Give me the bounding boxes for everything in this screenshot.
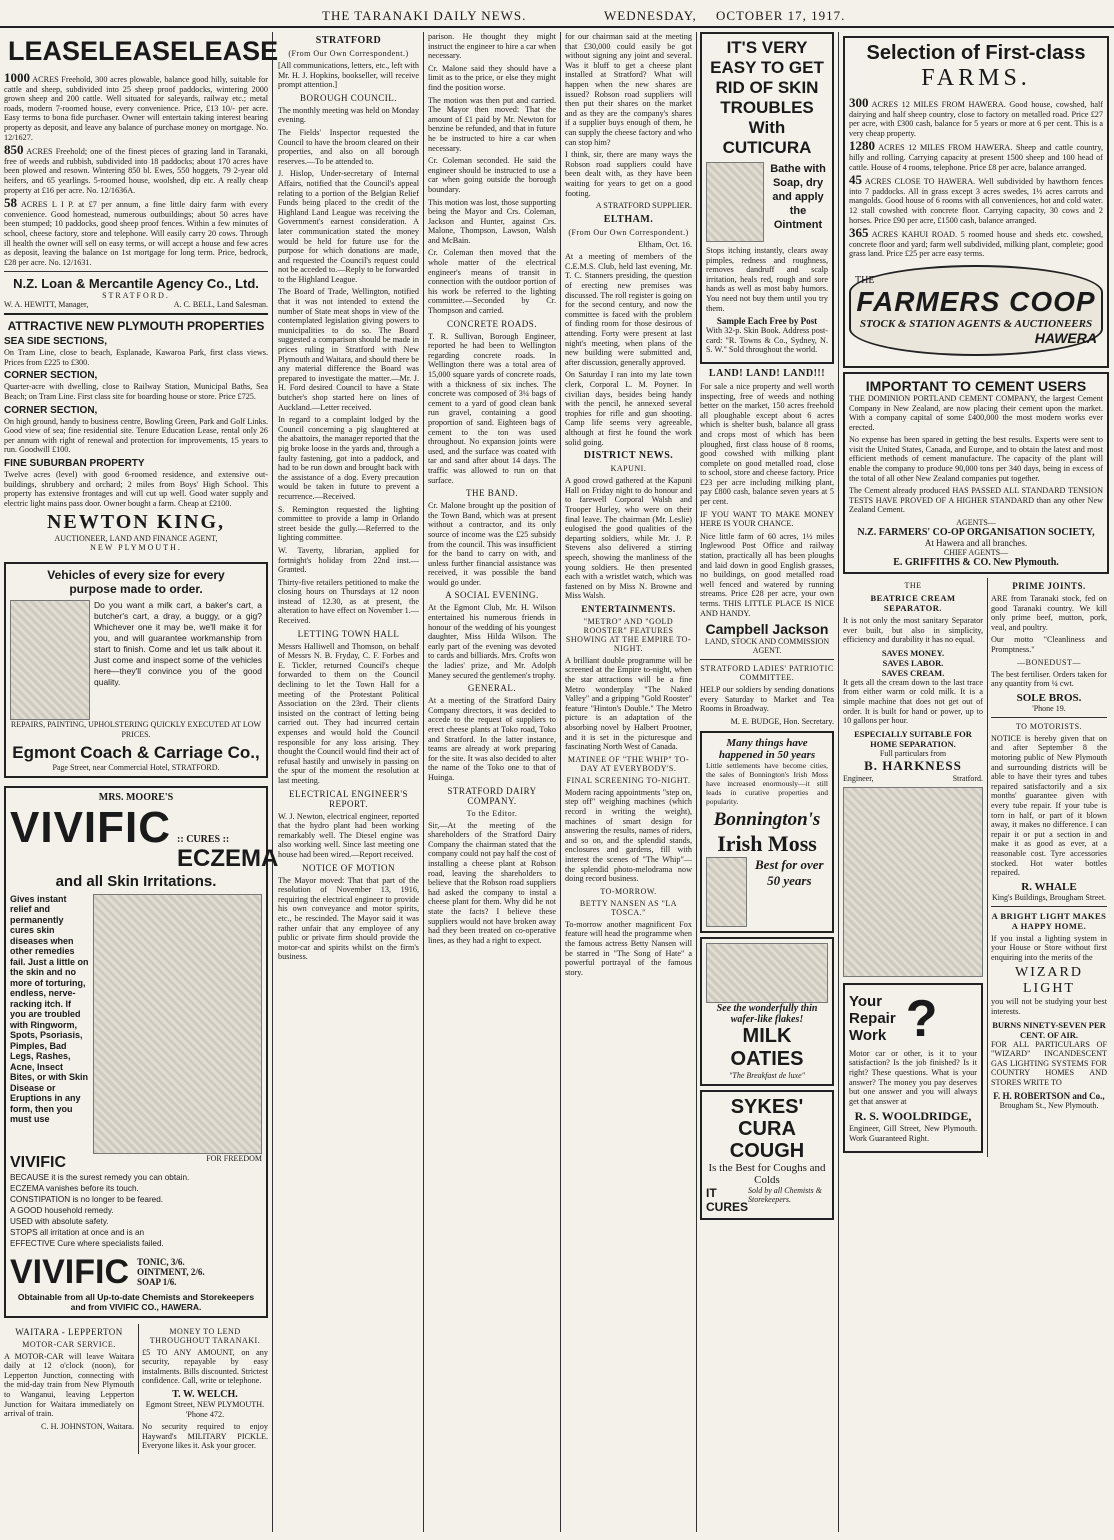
article-text: At the Egmont Club, Mr. H. Wilson entertained his numerous friends in honour of the wedding of his youngest daughter, Miss Hilda Wilson. The early part of the evening was devoted to cards and billiards. Mrs. Crofts won the ladies' prize, and Mr. Adolph Maney secured the gentlemen's trophy. — [428, 603, 556, 680]
dateline: Eltham, Oct. 16. — [638, 239, 692, 249]
sold-by: Sold by all Chemists & Storekeepers. — [748, 1185, 822, 1204]
beatrice-the: THE — [904, 581, 922, 591]
money-chance: IF YOU WANT TO MAKE MONEY HERE IS YOUR CHANCE. — [700, 509, 834, 529]
section-text: Quarter-acre with dwelling, close to Railway Station, Municipal Baths, Sea Beach; on Tram Line. First class site for boarding house or store. Price £725. — [4, 382, 268, 402]
bonedust-text: The best fertiliser. Orders taken for any quantity from ¼ cwt. — [991, 669, 1107, 689]
nz-loan-town: STRATFORD. — [102, 291, 170, 301]
masthead-date: OCTOBER 17, 1917. — [716, 8, 846, 23]
farmers-title: FARMERS COOP — [856, 285, 1096, 317]
listing-acres: 1000 — [4, 70, 30, 85]
column-2 — [278, 32, 419, 1532]
matinee-heading: MATINEE OF "THE WHIP" TO-DAY AT EVERYBODY'S. — [567, 754, 690, 773]
little-farm-text: Nice little farm of 60 acres, 1½ miles Inglewood Post Office and railway station, practically all has been ploughs and laid down in good English grasses, no buildings, on good metalled road well fenced and watered by running streams. Price £28 per acre, your own terms. THIS LITTLE PLACE IS NICE AND HANDY. — [700, 531, 834, 618]
egmont-address: Page Street, near Commercial Hotel, STRATFORD. — [52, 762, 220, 772]
bottle-illustration — [706, 857, 747, 927]
cuticura-title: IT'S VERY EASY TO GET RID OF SKIN TROUBLES With CUTICURA — [710, 38, 824, 157]
beatrice-ad — [843, 578, 983, 1157]
waitara-title: WAITARA - LEPPERTON — [15, 1326, 123, 1337]
article-text: The Fields' Inspector requested the Council to have the broom cleared on their properties, and also on all borough reserves.—To be attended to. — [278, 127, 419, 166]
whale: R. WHALE — [1021, 880, 1077, 893]
column-rule — [560, 32, 561, 1532]
listing — [4, 142, 268, 195]
whale-address: King's Buildings, Brougham Street. — [991, 892, 1107, 902]
eczema-label: ECZEMA — [177, 844, 279, 872]
listing — [4, 195, 268, 267]
freedom-caption: FOR FREEDOM — [206, 1153, 262, 1163]
farm-acres: 300 — [849, 95, 869, 110]
article-text: A brilliant double programme will be screened at the Empire to-night, when the star attractions will be a fine Metro wonderplay "The Naked Valley" and a gripping "Gold Rooster" feature "Hinton's Double." The Metro picture is an adaptation of the absorbing novel by Halbert Prootner, and it is set in the picturesque and fascinating North West of Canada. — [565, 655, 692, 752]
farm-listing — [849, 95, 1103, 138]
article-text: The Board of Trade, Wellington, notified that it was not intended to extend the number of State meat shops in view of the contemplated legislation giving powers to municipalities to do so. The Board suggested a comparison should be made in prices ruling in Stratford with New Plymouth and Waitara, and should there be any material difference the Board was prepared to investigate the matter.—Mr. J. H. Ford desired Council to have a State butcher's shop started here on lines of Auckland.—Letter received. — [278, 287, 419, 412]
wooldridge-address: Engineer, Gill Street, New Plymouth. Work Guaranteed Right. — [849, 1124, 977, 1143]
farms-heading: FARMS. — [921, 65, 1031, 91]
obtainable: Obtainable from all Up-to-date Chemists and Storekeepers and from VIVIFIC CO., HAWERA. — [17, 1291, 255, 1312]
column-rule — [696, 32, 697, 1532]
listing-text: ACRES Freehold; one of the finest pieces of grazing land in Taranaki, free of weeds and rubbish, subdivided into 18 paddocks; about 170 acres have been plowed and resown. Wintering 850 bl. Ewes, 550 hoggets, 79 2-year old heifers, and 65 yearlings. 5-roomed house, woolshed, dip etc. A really cheap property at £16 per acre. — [4, 147, 268, 195]
column-4 — [565, 32, 692, 1532]
farm-acres: 45 — [849, 172, 862, 188]
chief-agents: CHIEF AGENTS— — [943, 548, 1009, 558]
ladies-signature: M. E. BUDGE, Hon. Secretary. — [730, 716, 834, 726]
farm-text: ACRES CLOSE TO HAWERA. Well subdivided by hawthorn fences into 7 paddocks. All in grass except 3 acres swedes, 1½ acres carrots and mangolds. Good house of 6 rooms with all conveniences, hot and cold water. 12 stall cowshed with concrete floor. Carrying capacity, 30 cows and 2 horses. Price £90 per acre, £1500 cash, balance arranged. — [849, 177, 1103, 225]
acrostic-line: STOPS all irritation at once and is an — [10, 1227, 145, 1237]
money-address: Egmont Street, NEW PLYMOUTH. 'Phone 472. — [145, 1399, 265, 1419]
repair-ad — [843, 983, 983, 1153]
article-text: In regard to a complaint lodged by the Council concerning a pig slaughtered at the abattoirs, the manager reported that the pig broke loose in the yards and, through a faulty fastening, got into a paddock, and had to be run down and brought back with the assistance of a dog. Every precaution would be taken in future to prevent a recurrence.—Received. — [278, 415, 419, 501]
divider — [991, 906, 1107, 907]
article-text: S. Remington requested the lighting committee to provide a lamp in Orlando street beside the gully.—Referred to the lighting committee. — [278, 504, 419, 543]
irish-moss-title: Irish Moss — [717, 830, 817, 856]
article-text: To-morrow another magnificent Fox feature will head the programme when the famous actress Betty Nansen will be starred in "The Song of Hate" a powerful portrayal of the famous story. — [565, 919, 692, 977]
own-correspondent: (From Our Own Correspondent.) — [568, 227, 689, 237]
vehicles-repairs: REPAIRS, PAINTING, UPHOLSTERING QUICKLY EXECUTED AT LOW PRICES. — [10, 720, 262, 739]
attractive-heading: ATTRACTIVE NEW PLYMOUTH PROPERTIES — [7, 319, 265, 334]
bright-text: If you instal a lighting system in your House or Store without first enquiring into the merits of the — [991, 933, 1107, 962]
many-things: Many things have happened in 50 years — [718, 736, 816, 761]
price-ointment: OINTMENT, 2/6. — [137, 1267, 205, 1278]
wizard-text-2: FOR ALL PARTICULARS OF "WIZARD" INCANDESCENT GAS LIGHTING SYSTEMS FOR COUNTRY HOMES AND STORES WRITE TO — [991, 1039, 1107, 1088]
cures-label: :: CURES :: — [177, 833, 230, 845]
wizard-text: you will not be studying your best interests. — [991, 997, 1107, 1017]
campbell-jackson: Campbell Jackson — [705, 621, 829, 638]
vehicles-text: Do you want a milk cart, a baker's cart, a butcher's cart, a dray, a buggy, or a gig? Whichever one it may be, we'll make it for you, and will guarantee workmanship from start to finish. Come and let us talk about it. Just come and inspect some of the vehicles here—they'll convince you of the good quality. — [94, 600, 262, 688]
it-cures: IT CURES — [706, 1185, 749, 1214]
land-text: For sale a nice property and well worth inspecting, free of weeds and nothing better on the market, 150 acres freehold all ploughable except about 6 acres which is shelter bush, balance all grass and crops most of which has been ploughed, first class house of 8 rooms, good cowshed with milking plant complete on good metalled road, close to school, store and cheese factory. Price £23 per acre including milking plant, pay £800 cash, balance seven years at 5 per cent. — [700, 381, 834, 507]
milk-oaties-title: MILK OATIES — [730, 1024, 804, 1070]
social-heading: A SOCIAL EVENING. — [445, 590, 539, 601]
article-text: parison. He thought they might instruct the engineer to hire a car when necessary. — [428, 32, 556, 61]
article-text: Thirty-five retailers petitioned to make the closing hours on Thursdays at 12 noon instead of 12.30, as at present, the alteration to have effect on November 1.—Received. — [278, 577, 419, 626]
divider — [991, 717, 1107, 718]
farm-acres: 365 — [849, 225, 869, 241]
column-1 — [4, 32, 279, 1532]
letting-heading: LETTING TOWN HALL — [297, 628, 400, 639]
saves-money: SAVES MONEY. — [881, 647, 945, 658]
woman-illustration — [706, 162, 764, 242]
money-text: £5 TO ANY AMOUNT, on any security, repayable by easy instalments. Bills discounted. Strictest confidence. Call, write or telephone. — [142, 1347, 268, 1386]
section-text: Twelve acres (level) with good 6-roomed residence, and extensive out-buildings, shrubbery and orchard; 2 miles from Boys' High School. This property has extensive frontages and will cut up well. Good water supply and electric light mains pass door. Owner bought a farm. Cheap at £2100. — [4, 470, 268, 508]
dairy-heading: STRATFORD DAIRY COMPANY. — [447, 785, 537, 806]
breakfast-tag: "The Breakfast de luxe" — [729, 1070, 805, 1080]
sykes-sub: Is the Best for Coughs and Colds — [708, 1161, 826, 1186]
article-text: Cr. Malone said they should have a limit as to the price, or else they might find the position worse. — [428, 63, 556, 92]
motorists-heading: TO MOTORISTS. — [1015, 721, 1083, 731]
beatrice-text-2: It gets all the cream down to the last trace from either warm or cold milk. It is a simple machine that does not get out of order. It is built for hand or power, up to 10 gallons per hour. — [843, 677, 983, 726]
eltham-heading: ELTHAM. — [603, 213, 654, 225]
metro-heading: "METRO" AND "GOLD ROOSTER" FEATURES SHOWING AT THE EMPIRE TO-NIGHT. — [565, 616, 692, 653]
listing-acres: 850 — [4, 142, 24, 158]
article-text: Cr. Coleman seconded. He said the engineer should be instructed to use a car when going outside the borough boundary. — [428, 156, 556, 194]
article-text: [All communications, letters, etc., left with Mr. H. J. Hopkins, bookseller, will receive prompt attention.] — [278, 61, 419, 90]
general-heading: GENERAL. — [467, 683, 517, 694]
price-tonic: TONIC, 3/6. — [137, 1257, 185, 1268]
nzfarmers: N.Z. FARMERS' CO-OP ORGANISATION SOCIETY, — [857, 527, 1095, 539]
milk-oaties-ad — [700, 937, 834, 1086]
vehicles-title: Vehicles of every size for every — [47, 568, 225, 583]
nz-loan-salesman: A. C. BELL, Land Salesman. — [173, 300, 268, 310]
question-mark: ? — [905, 989, 938, 1048]
especially: ESPECIALLY SUITABLE FOR HOME SEPARATION. — [854, 728, 972, 749]
article-text: W. Taverty, librarian, applied for fortnight's holiday from 22nd inst.—Granted. — [278, 545, 419, 575]
lease-banner — [8, 36, 279, 67]
farm-text: ACRES 12 MILES FROM HAWERA. Good house, cowshed, half dairying and half sheep country, close to factory on metalled road. Price £27 per acre, with £300 cash, balance for 5 years or more at 6 per cent. This is a very cheap property. — [849, 100, 1103, 138]
nz-loan-staff — [4, 300, 268, 309]
entertainments-heading: ENTERTAINMENTS. — [581, 603, 676, 614]
masthead-day: WEDNESDAY, — [604, 8, 697, 23]
griffiths: E. GRIFFITHS & CO. New Plymouth. — [893, 557, 1059, 569]
concrete-heading: CONCRETE ROADS. — [446, 318, 537, 329]
article-text: I think, sir, there are many ways the Robson road suppliers could have been dealt with, as they have been waiting for years to get on a good footing. — [565, 150, 692, 198]
prime-text: ARE from Taranaki stock, fed on good Taranaki country. We kill only prime beef, mutton, pork, veal, and poultry. — [991, 594, 1107, 632]
listing-ref: No. 12/1627. — [4, 122, 268, 142]
ladies-text: HELP our soldiers by sending donations every Saturday to Market and Tea Rooms in Broadway. — [700, 685, 834, 714]
wooldridge: R. S. WOOLDRIDGE, — [854, 1109, 972, 1124]
acrostic-line: EFFECTIVE Cure where specialists failed. — [10, 1238, 164, 1248]
notice-heading: NOTICE OF MOTION — [302, 862, 395, 873]
article-text: On Saturday I ran into my late town clerk, Corporal L. M. Poyner. In civilian days, besides being handy with the pencil, he annexed several trophies for rifle and gun shooting. Camp life seems very agreeable, although at first he found the work solid going. — [565, 370, 692, 447]
prime-joints: PRIME JOINTS. — [1012, 581, 1086, 592]
waitara-text: A MOTOR-CAR will leave Waitara daily at 12 o'clock (noon), for Lepperton Junction, connecting with the mid-day train from New Plymouth to Wanganui, leaving Lepperton Junction for Waitara immediately on arrival of train. — [4, 1351, 134, 1419]
right-small-ads — [987, 578, 1107, 1157]
cement-ad — [843, 372, 1109, 574]
masthead-paper: THE TARANAKI DAILY NEWS. — [322, 8, 527, 23]
farmers-coop-logo — [849, 265, 1103, 356]
listing — [4, 70, 268, 142]
column-rule — [838, 32, 839, 1532]
article-text: Cr. Malone brought up the position of the Town Band, which was at present without a contractor, and its only source of income was the £25 subsidy from the council. This was insufficient for the band to carry on with, and unless further financial assistance was received, it was possible the band would go under. — [428, 501, 556, 587]
money-name: T. W. WELCH. — [172, 1388, 238, 1400]
wonderfully: See the wonderfully thin wafer-like flakes! — [716, 1002, 818, 1025]
article-text: At a meeting of the Stratford Dairy Company directors, it was decided to accede to the request of suppliers to erect cheese plants at Toko road, Toko and Stratford. In the latter instance, teams are already at work preparing for the site. It was also decided to alter the name of the Toko one to that of Huinga. — [428, 696, 556, 782]
cement-text: No expense has been spared in getting the best results. Experts were sent to visit the United States, Canada, and Europe, and to obtain the latest and most efficient methods of cement manufacture. The capacity of the plant will enable the company to produce 90,000 tons per 340 days, being in excess of the total of all other New Zealand companies put together. — [849, 435, 1103, 483]
article-text: for our chairman said at the meeting that £30,000 could easily be got without signing any joint and several. Was it bluff to get a cheese plant installed at Stratford? What will happen when the new shares are issued? Robson road suppliers will then put their shares on the market and as they are the company's shares if a supplier buys enough of them, he can supply the cheese factory and who can stop him? — [565, 32, 692, 147]
section-text: On high ground, handy to business centre, Bowling Green, Park and Golf Links. Good view of sea; fine residential site. Tenure Education Lease, rental only 26 per annum with right of renewal and protection for improvements, 15 years to run. Goodwill £100. — [4, 416, 268, 455]
cuticura-ad — [700, 32, 834, 364]
sykes-title: SYKES' CURA COUGH — [729, 1095, 805, 1162]
hawera-branches: At Hawera and all branches. — [924, 538, 1028, 549]
column-rule — [272, 32, 273, 1532]
article-text: The monthly meeting was held on Monday evening. — [278, 105, 419, 125]
divider — [4, 271, 268, 272]
electrical-heading: ELECTRICAL ENGINEER'S REPORT. — [288, 788, 409, 809]
cuticura-bathe: Bathe with Soap, dry and apply the Ointment — [770, 163, 826, 231]
listing-acres: 58 — [4, 195, 17, 211]
price-soap: SOAP 1/6. — [137, 1277, 177, 1288]
column-6 — [843, 32, 1109, 1532]
cement-text: THE DOMINION PORTLAND CEMENT COMPANY, the largest Cement Company in New Zealand, are now placing their cement upon the market. With a company capital of some £400,000 the most modern works ever erected. — [849, 393, 1103, 432]
motorists-text: NOTICE is hereby given that on and after September 8 the motoring public of New Plymouth and surrounding districts will be able to have their tyres and tubes repaired satisfactorily and a six months' guarantee given with every tube repair. If your tube is torn in half, or part of it blown away, it makes no difference. I can repair it or put a section in and make it as good as ever, at a reasonable cost. Tyre accessories stocked. Hot water bottles repaired. — [991, 733, 1107, 878]
bright-heading: A BRIGHT LIGHT MAKES A HAPPY HOME. — [991, 910, 1107, 931]
money-ad — [138, 1324, 268, 1454]
campbell-sub: LAND, STOCK AND COMMISSION AGENT. — [704, 637, 830, 656]
section-heading: CORNER SECTION, — [4, 370, 98, 382]
lease-word: LEASE — [188, 36, 279, 66]
acrostic-line: USED with absolute safety. — [10, 1216, 109, 1226]
section-text: On Tram Line, close to beach, Esplanade, Kawaroa Park, first class views. Prices from £225 to £300. — [4, 348, 268, 367]
farmers-town: HAWERA — [1034, 329, 1097, 346]
egmont-title: Egmont Coach & Carriage Co., — [12, 742, 260, 762]
sole-bros: SOLE BROS. — [1016, 691, 1082, 704]
carriage-illustration — [10, 600, 90, 720]
district-heading: DISTRICT NEWS. — [583, 450, 674, 462]
cuticura-text: Stops itching instantly, clears away pimples, redness and roughness, removes dandruff and scalp irritation, heals red, rough and sore hands as well as most baby humors. You need not buy them until you try them. — [706, 246, 828, 313]
newton-sub: AUCTIONEER, LAND AND FINANCE AGENT, — [54, 534, 218, 544]
repair-your: Your — [849, 993, 883, 1011]
section-heading: FINE SUBURBAN PROPERTY — [4, 458, 145, 470]
repair-work: Work — [849, 1027, 887, 1045]
final-heading: FINAL SCREENING TO-NIGHT. — [566, 775, 691, 785]
beatrice-title: BEATRICE CREAM SEPARATOR. — [870, 593, 956, 614]
girl-illustration — [706, 943, 828, 1003]
skin-irritations: and all Skin Irritations. — [55, 872, 217, 890]
own-correspondent: (From Our Own Correspondent.) — [288, 49, 409, 58]
agents-label: AGENTS— — [956, 518, 996, 528]
article-text: J. Hislop, Under-secretary of Internal Affairs, notified that the Council's appeal relating to a portion of the Belgian Relief Funds being placed to the credit of the Highland Land League was receiving the Government's earnest consideration. A later communication stated the money would be held for future use for the purpose for which donations are made, and requested the Council's request could not be acceded to.—Reply to be forwarded to the Highland League. — [278, 169, 419, 284]
section-heading: CORNER SECTION, — [4, 404, 98, 416]
article-text: A good crowd gathered at the Kapuni Hall on Friday night to do honour and to farewell Corporal Walsh and Trooper Hurley, who were on their final leave. The chairman (Mr. Leslie) eulogised the good qualities of the departing soldiers, while Mr. J. P. Stevens also delivered a stirring speech, showing the manliness of the young soldiers. He then presented each with a wristlet watch, which was fastened on by Miss N. Browne and Miss Walsh. — [565, 476, 692, 601]
kapuni-heading: KAPUNI. — [610, 464, 647, 474]
borough-heading: BOROUGH COUNCIL. — [299, 92, 397, 103]
sykes-ad — [700, 1090, 834, 1220]
mrs-moore: MRS. MOORE'S — [98, 791, 174, 803]
waitara-sub: MOTOR-CAR SERVICE. — [22, 1339, 116, 1349]
divider — [700, 659, 834, 660]
vivific-ad — [4, 786, 279, 1318]
vivific-claims: Gives instant relief and permanently cures skin diseases when other remedies fail. Just a little on the skin and no more of torturing, endless, nerve-racking itch. If you are troubled with Ringworm, Spots, Psoriasis, Pimples, Bad Legs, Rashes, Acne, Insect Bites, or with Skin Disease or Eruptions in any form, then you must use — [10, 893, 89, 1125]
harkness-engineer: Engineer, — [843, 773, 874, 783]
separator-illustration — [843, 787, 983, 977]
harkness-town: Stratford. — [952, 773, 983, 783]
article-text: W. J. Newton, electrical engineer, reported that the hydro plant had been working remarkably well. The Diesel engine was also working well. Since last meeting one house had been wired.—Report received. — [278, 811, 419, 859]
article-text: Cr. Coleman then moved that the whole matter of the electrical engineer's means of transit in connection with the outdoor portion of his work be referred to the lighting committee.—Seconded by Cr. Thompson and carried. — [428, 248, 556, 316]
saves-cream: SAVES CREAM. — [881, 667, 945, 678]
article-text: The motion was then put and carried. The Mayor then moved: That the amount of £1 paid by Mr. Newton for benzine be refunded, and that in future he be instructed to hire a car when necessary. — [428, 95, 556, 153]
repair-repair: Repair — [849, 1010, 896, 1028]
newton-town: NEW PLYMOUTH. — [90, 543, 182, 553]
land-heading: LAND! LAND! LAND!!! — [708, 367, 826, 379]
nz-loan-title: N.Z. Loan & Mercantile Agency Co., Ltd. — [13, 276, 259, 292]
money-foot: No security required to enjoy Hayward's MILITARY PICKLE. Everyone likes it. Ask your grocer. — [142, 1422, 268, 1451]
robertson: F. H. ROBERTSON and Co., — [993, 1090, 1105, 1101]
section-heading: SEA SIDE SECTIONS, — [4, 336, 107, 348]
article-text: This motion was lost, those supporting being the Mayor and Crs. Coleman, Jackson and Hunter, against Crs. Malone, Thompson, Lawson, Walsh and McBain. — [428, 197, 556, 245]
farm-acres: 1280 — [849, 138, 875, 154]
waitara-signature: C. H. JOHNSTON, Waitara. — [41, 1421, 134, 1431]
vivific-bottom: VIVIFIC — [10, 1252, 130, 1291]
bonnington-title: Bonnington's — [713, 808, 821, 830]
bonedust: —BONEDUST— — [1017, 657, 1081, 667]
repair-text: Motor car or other, is it to your satisfaction? Is the job finished? Is it right? These questions. What is your answer? The money you pay deserves but one answer and you will always get that answer at — [849, 1048, 977, 1106]
editor-line: To the Editor. — [466, 808, 518, 818]
farm-listing — [849, 225, 1103, 259]
money-title: MONEY TO LEND THROUGHOUT TARANAKI. — [149, 1326, 261, 1345]
bonnington-ad — [700, 731, 834, 933]
listing-ref: No. 12/1636A. — [86, 185, 136, 195]
selection-heading: Selection of First-class — [866, 42, 1086, 64]
cement-text: The Cement already produced HAS PASSED ALL STANDARD TENSION TESTS HAVE PROVED OF A HIGHER STANDARD than any other New Zealand Cement. — [849, 486, 1103, 515]
masthead — [0, 6, 1114, 28]
stratford-heading: STRATFORD — [315, 35, 382, 46]
lease-word: LEASE — [8, 36, 99, 66]
farmers-sub: STOCK & STATION AGENTS & AUCTIONEERS — [859, 317, 1093, 330]
divider — [4, 313, 268, 315]
nz-loan-manager: W. A. HEWITT, Manager, — [4, 300, 89, 310]
motto: Our motto "Cleanliness and Promptness." — [991, 635, 1107, 654]
letter-signature: A STRATFORD SUPPLIER. — [595, 201, 692, 211]
vivific-small: VIVIFIC — [10, 1153, 67, 1171]
column-rule — [423, 32, 424, 1532]
article-text: T. R. Sullivan, Borough Engineer, reported he had been to Wellington regarding concrete roads. In Wellington there was a total area of 15,000 square yards of concrete roads, with a thickness of six inches. The concrete was composed of 3¼ bags of cement to a yard of good clean bank run gravel, containing a good proportion of sand. Eighteen bags of cement to the ton was used throughout. No expansion joints were used, and the surface was coated with tar and sand after about 14 days. The traffic was allowed to run on that surface. — [428, 331, 556, 485]
harkness: B. HARKNESS — [864, 757, 962, 773]
vehicles-title-2: purpose made to order. — [69, 582, 203, 597]
ladies-heading: STRATFORD LADIES' PATRIOTIC COMMITTEE. — [700, 664, 834, 683]
farm-listing — [849, 172, 1103, 225]
acrostic-line: CONSTIPATION is no longer to be feared. — [10, 1194, 164, 1204]
article-text: At a meeting of members of the C.E.M.S. Club, held last evening, Mr. T. C. Stanners presiding, the question of erecting new premises was discussed. The roll register is going on for the second century, and now the committee is faced with the problem of finding room for those desirous of attending. Forty were present at last night's meeting, when plans of the new building were submitted and, after discussion, generally approved. — [565, 252, 692, 367]
article-text: Messrs Halliwell and Thomson, on behalf of Messrs N. B. Fryday, C. F. Forbes and E. Tickler, returned Council's cheque forwarded to them on the Council declining to let the Town Hall for a meeting of the Protestant Political Association on the 23rd. Their clients insisted on the contract of letting being carried out. They had incurred certain expenses and would hold the Council responsible for any loss arising. They thought the Council would find their act of refusal hastily and unwisely in passing on the spur of the moment the resolution at last meeting. — [278, 641, 419, 785]
freedom-illustration — [93, 894, 262, 1154]
cement-heading: IMPORTANT TO CEMENT USERS — [865, 377, 1087, 394]
many-text: Little settlements have become cities, the sales of Bonnington's Irish Moss have increased enormously—it still leads in curative properties and popularity. — [706, 760, 828, 806]
farm-text: ACRES 12 MILES FROM HAWERA. Sheep and cattle country, hilly and rolling. Carrying capacity at present 1500 sheep and 100 head of cattle. House of 4 rooms, telephone. Price £8 per acre, balance arranged. — [849, 143, 1103, 172]
best-for: Best for over 50 years — [755, 856, 824, 888]
vehicles-ad — [4, 562, 268, 777]
wizard-light: WIZARD LIGHT — [1015, 965, 1083, 997]
article-text: Sir,—At the meeting of the shareholders of the Stratford Dairy Company the chairman stated that the company could not pay half the cost of installing a cheese plant at Robson road, leaving the shareholders to believe that the Robson road suppliers had asked the company to instal a cheese plant for them. Why did he not state the facts? I believe these suppliers would not have broken away had they been treated on co-operative lines, as they had a right to expect. — [428, 820, 556, 945]
full-particulars: Full particulars from — [879, 748, 947, 758]
acrostic-line: ECZEMA vanishes before its touch. — [10, 1183, 139, 1193]
band-heading: THE BAND. — [466, 488, 518, 499]
beatrice-text: It is not only the most sanitary Separator ever built, but also in simplicity, efficiency and durability it has no equal. — [843, 616, 983, 645]
article-text: Modern racing appointments "step on, step off" weighing machines (which record in writing the weight), machines of smart design for answering the results, names of riders, and so on, and the splendid stands, enclosures and gardens, fill with interest the scenes of "The Whip"—the splendid photo-melodrama now doing record business. — [565, 787, 692, 884]
waitara-ad — [4, 1324, 134, 1454]
acrostic-line: BECAUSE it is the surest remedy you can obtain. — [10, 1172, 190, 1182]
robertson-address: Brougham St., New Plymouth. — [999, 1100, 1099, 1110]
tosca-heading: BETTY NANSEN AS "LA TOSCA." — [579, 898, 678, 917]
listing-text: ACRES L I P. at £7 per annum, a fine little dairy farm with every convenience. Good homestead, numerous outbuildings; about 50 acres have been stumped; 10 paddocks, good sheep proof fences. Within a few minutes of school, cheese factory, store and telephone. Will easily carry 20 cows. Through ill health the owner will sell on easy terms, or will accept a house and few acres as deposit, leaving the balance on 1st mortgage for long term. Price, bedrock, £28 per acre. — [4, 200, 268, 267]
tomorrow-heading: TO-MORROW. — [600, 886, 657, 896]
farm-text: ACRES KAHUI ROAD. 5 roomed house and sheds etc. cowshed, concrete floor and yard; farm well subdivided, milking plant, complete; good grass land. Price £25 per acre easy terms. — [849, 230, 1103, 259]
sample-heading: Sample Each Free by Post — [716, 316, 818, 327]
farms-ad — [843, 36, 1109, 368]
listing-ref: No. 12/1631. — [48, 257, 92, 267]
article-text: The Mayor moved: That that part of the resolution of November 13, 1916, requiring the electrical engineer to provide his own conveyance and motor spirits, etc., be rescinded. The Mayor said it was rather unfair that any employee of any public or private firm should provide the motor-car and spirits whilst on the firm's business. — [278, 875, 419, 962]
farm-listing — [849, 138, 1103, 172]
acrostic-line: A GOOD household remedy. — [10, 1205, 114, 1215]
newton-king: NEWTON KING, — [46, 511, 226, 534]
vivific-title: VIVIFIC — [10, 802, 172, 852]
column-5 — [700, 32, 834, 1532]
sample-text: With 32-p. Skin Book. Address post-card: "R. Towns & Co., Sydney, N. S. W." Sold throughout the world. — [706, 326, 828, 355]
lease-word: LEASE — [98, 36, 189, 66]
burns-air: BURNS NINETY-SEVEN PER CENT. OF AIR. — [992, 1019, 1106, 1040]
farmers-the: THE — [855, 274, 875, 286]
saves-labor: SAVES LABOR. — [882, 657, 944, 668]
sole-phone: 'Phone 19. — [1032, 703, 1066, 713]
listing-text: ACRES Freehold, 300 acres plowable, balance good hilly, suitable for cattle and sheep, subdivided into 25 sheep proof paddocks, wintering 2000 grown sheep and 200 cattle. Well situated for saleyards, railway etc.; metal roads, modern 7-roomed house, every convenience. Price, £13 10/- per acre. Easy terms to bona fide purchaser. Owner will entertain taking interest bearing property as deposit, and leave any balance of purchase money on mortgage. — [4, 75, 268, 132]
column-3 — [428, 32, 556, 1532]
